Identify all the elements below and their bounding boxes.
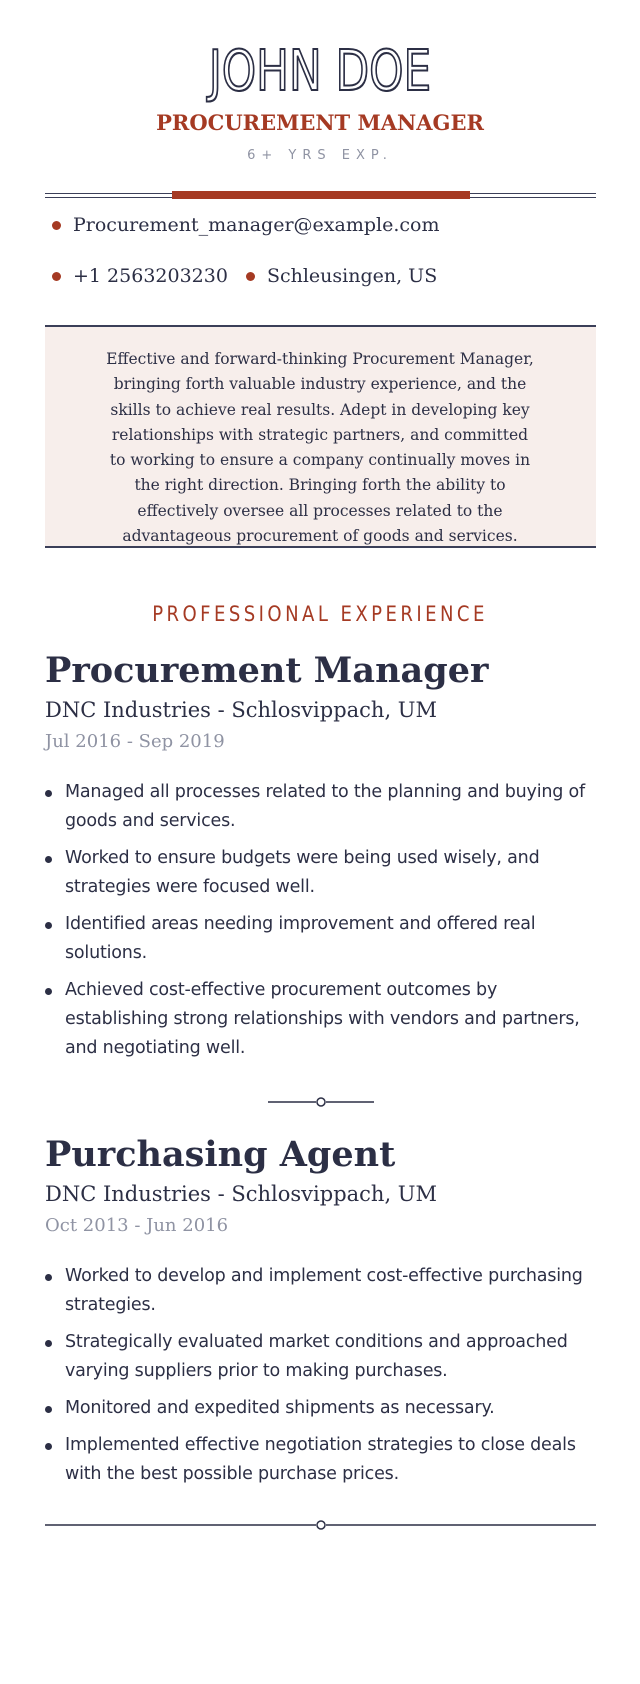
job-bullet: Worked to ensure budgets were being used wisely, and strategies were focused well. xyxy=(45,844,600,902)
job-bullet-list xyxy=(45,1262,600,1489)
experience-heading: PROFESSIONAL EXPERIENCE xyxy=(152,602,488,626)
years-experience: 6+ YRS EXP. xyxy=(247,148,393,163)
job-company: DNC Industries - Schlosvippach, UM xyxy=(45,1182,437,1206)
contact-email-row xyxy=(52,214,439,236)
job-entry xyxy=(45,648,600,1071)
job-bullet: Achieved cost-effective procurement outcomes by establishing strong relationships with vendors and partners, and negotiating well. xyxy=(45,976,600,1063)
contact-phone-location-row xyxy=(52,265,437,287)
bullet-icon xyxy=(52,272,61,281)
bullet-icon xyxy=(246,272,255,281)
job-bullet: Managed all processes related to the planning and buying of goods and services. xyxy=(45,778,600,836)
job-bullet-list xyxy=(45,778,600,1063)
contact-location: Schleusingen, US xyxy=(266,265,438,287)
job-bullet: Strategically evaluated market conditions and approached varying suppliers prior to making purchases. xyxy=(45,1328,600,1386)
bullet-icon xyxy=(52,221,61,230)
contact-email[interactable]: Procurement_manager@example.com xyxy=(73,214,440,236)
header-divider-accent xyxy=(172,191,470,199)
job-entry xyxy=(45,1132,600,1497)
job-divider xyxy=(268,1096,374,1108)
job-role: Procurement Manager xyxy=(45,650,489,691)
section-end-divider xyxy=(45,1519,596,1531)
candidate-name: JOHN DOE xyxy=(208,39,432,104)
job-bullet: Identified areas needing improvement and offered real solutions. xyxy=(45,910,600,968)
job-dates: Jul 2016 - Sep 2019 xyxy=(45,731,225,752)
job-bullet: Implemented effective negotiation strategies to close deals with the best possible purchase prices. xyxy=(45,1431,600,1489)
contact-phone[interactable]: +1 2563203230 xyxy=(73,265,228,287)
summary-box xyxy=(45,325,596,548)
summary-text: Effective and forward-thinking Procurement Manager, bringing forth valuable industry experience, and the skills to achieve real results. Adept in developing key relationships with strategic partners, and committed to working to ensure a company continually moves in the right direction. Bringing forth the ability to effectively oversee all processes related to the advantageous procurement of goods and services. xyxy=(106,350,534,546)
job-dates: Oct 2013 - Jun 2016 xyxy=(45,1215,229,1236)
job-company: DNC Industries - Schlosvippach, UM xyxy=(45,698,437,722)
job-role: Purchasing Agent xyxy=(45,1134,396,1175)
job-bullet: Worked to develop and implement cost-effective purchasing strategies. xyxy=(45,1262,600,1320)
job-bullet: Monitored and expedited shipments as necessary. xyxy=(45,1394,600,1423)
candidate-title: PROCUREMENT MANAGER xyxy=(156,110,484,135)
